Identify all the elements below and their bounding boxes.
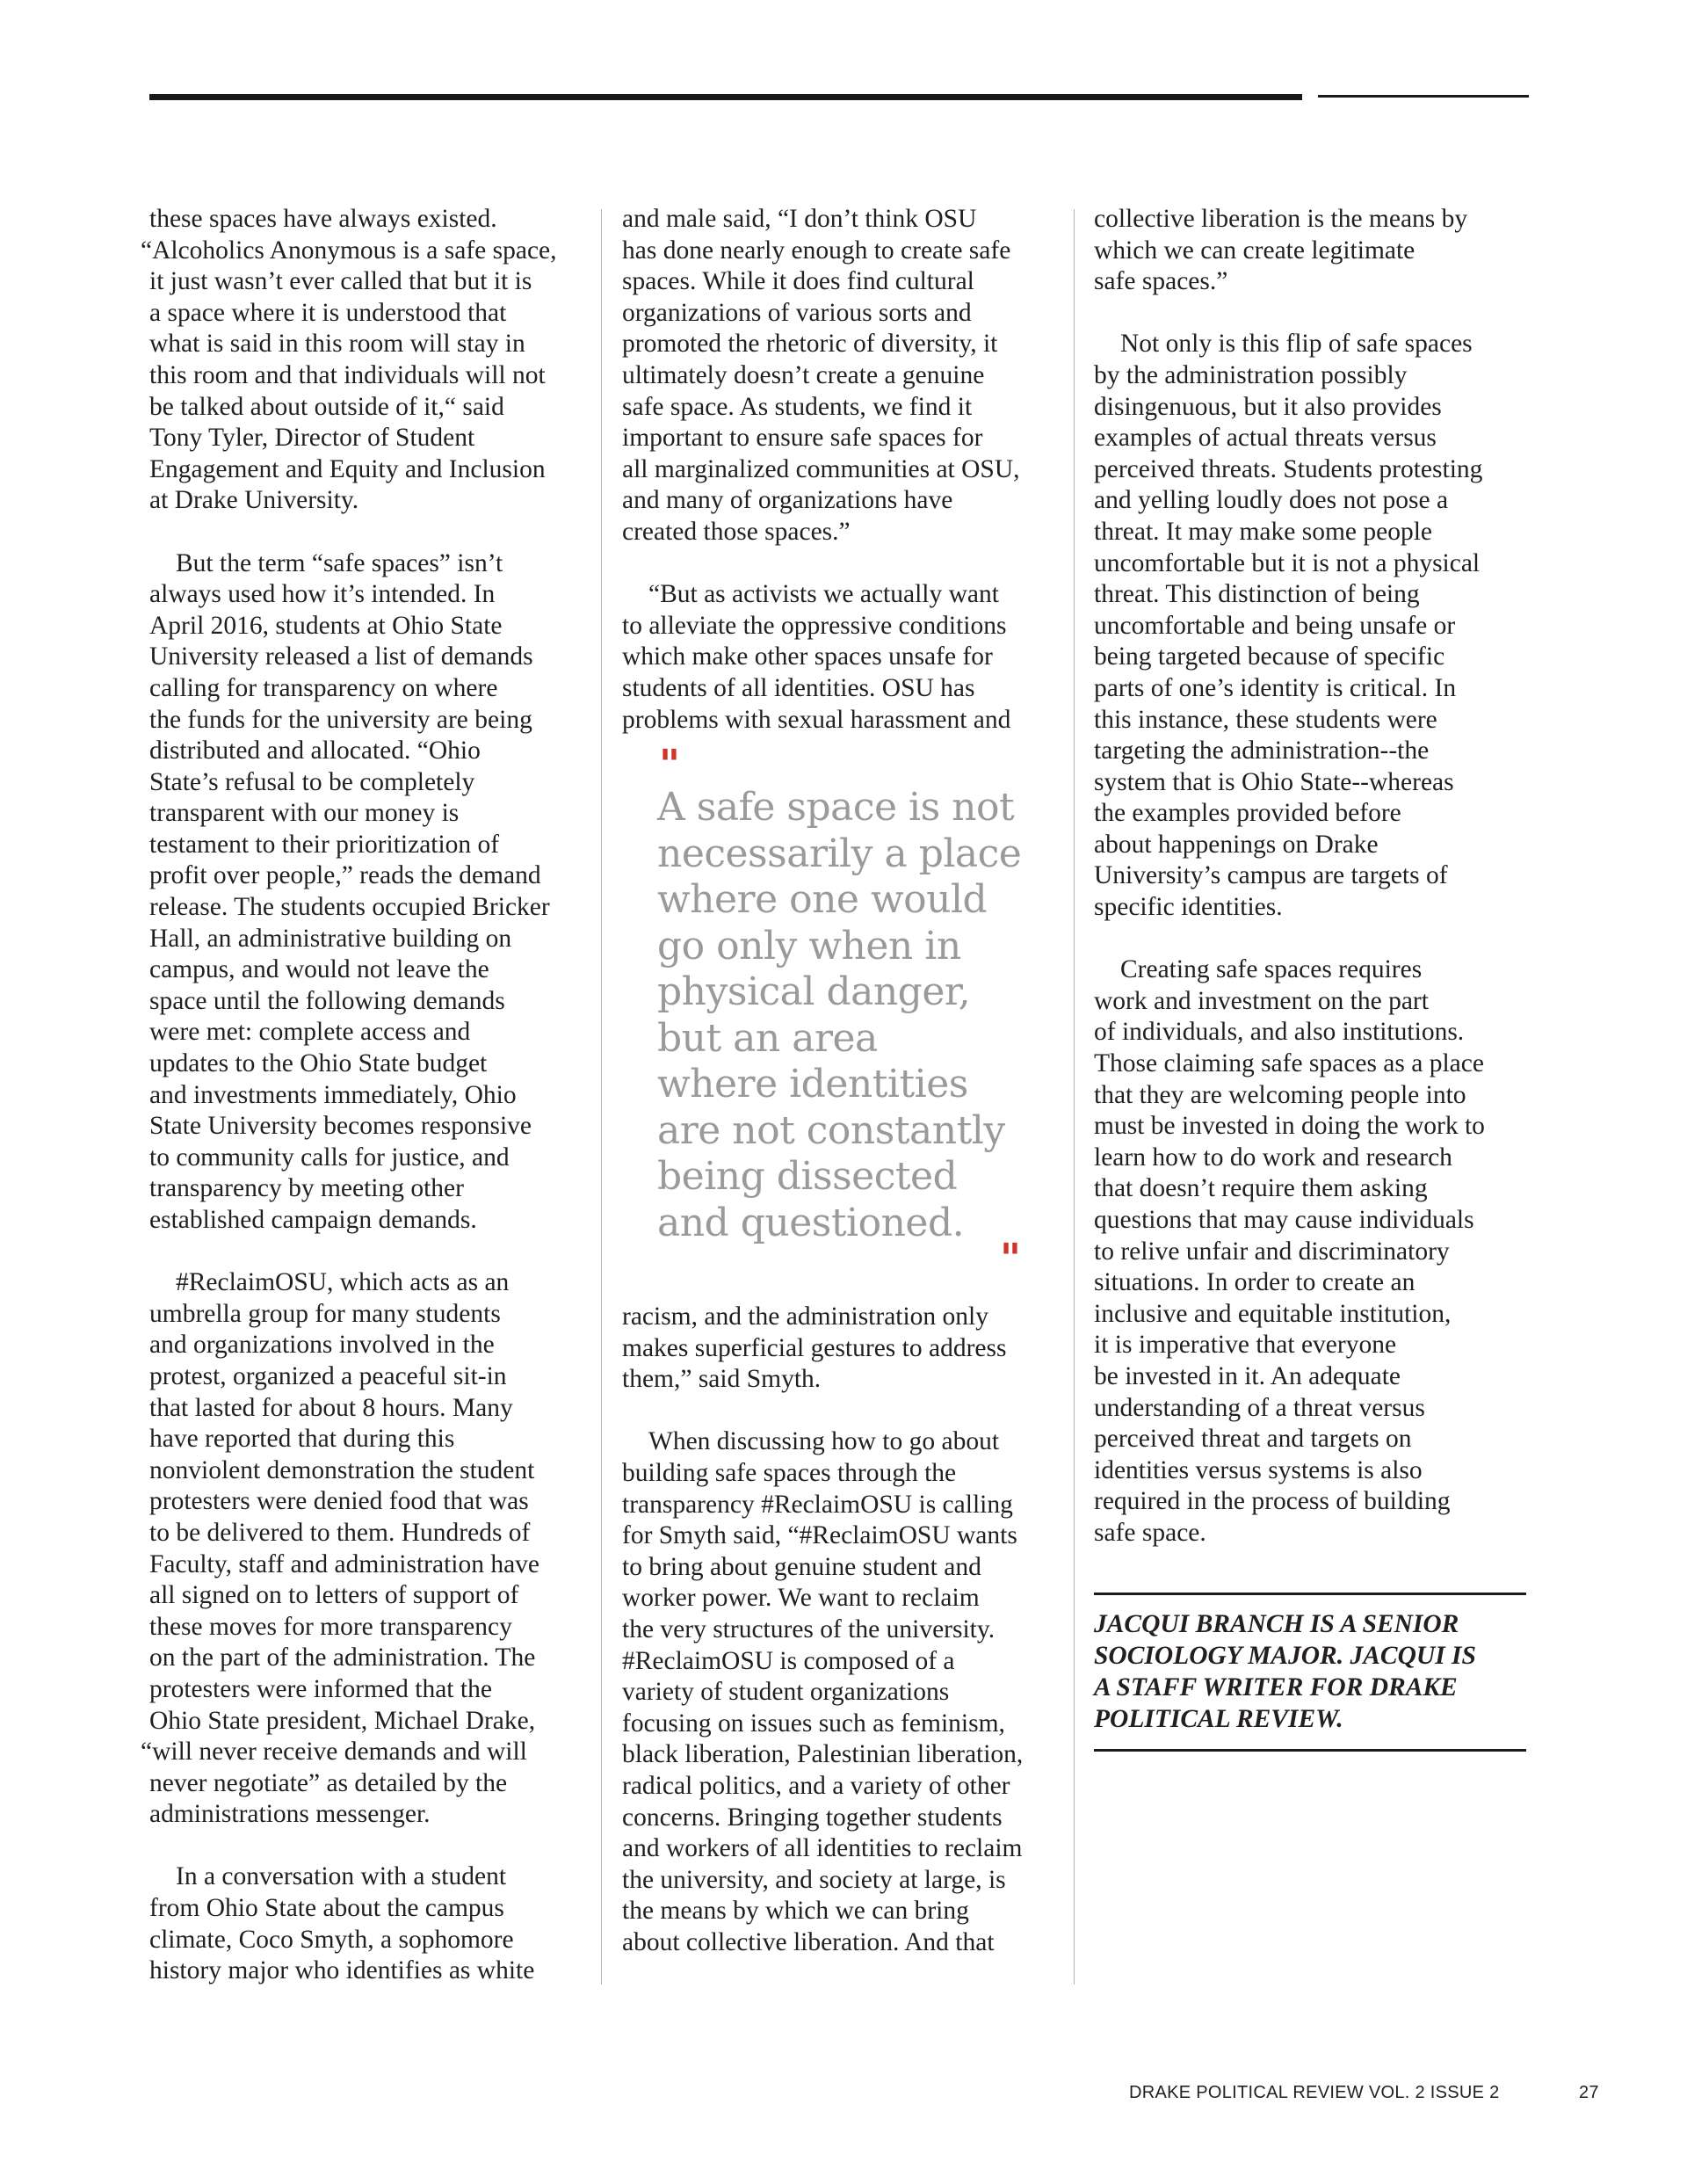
text-line: administrations messenger. bbox=[149, 1800, 431, 1829]
text-line: work and investment on the part bbox=[1094, 986, 1429, 1015]
text-line: to alleviate the oppressive conditions bbox=[622, 611, 1007, 640]
text-line: always used how it’s intended. In bbox=[149, 580, 496, 609]
paragraph bbox=[622, 1302, 1066, 1396]
text-line: and many of organizations have bbox=[622, 486, 953, 515]
column-divider bbox=[1074, 209, 1075, 1984]
text-line: and yelling loudly does not pose a bbox=[1094, 486, 1449, 515]
text-line: which make other spaces unsafe for bbox=[622, 642, 993, 671]
quote-open-mark: " bbox=[659, 741, 680, 789]
text-line: the funds for the university are being bbox=[149, 705, 532, 734]
text-line: “Alcoholics Anonymous is a safe space, bbox=[141, 236, 557, 265]
text-line: identities versus systems is also bbox=[1094, 1455, 1423, 1484]
text-line: a space where it is understood that bbox=[149, 298, 507, 327]
text-line: has done nearly enough to create safe bbox=[622, 236, 1011, 265]
text-line: radical politics, and a variety of other bbox=[622, 1772, 1010, 1800]
text-line: be invested in it. An adequate bbox=[1094, 1361, 1401, 1390]
text-line: targeting the administration--the bbox=[1094, 736, 1430, 765]
text-line: about collective liberation. And that bbox=[622, 1927, 995, 1956]
text-line: University’s campus are targets of bbox=[1094, 861, 1448, 890]
text-line: climate, Coco Smyth, a sophomore bbox=[149, 1925, 514, 1954]
text-line: questions that may cause individuals bbox=[1094, 1206, 1474, 1234]
pull-quote-line: A safe space is not bbox=[657, 785, 1015, 831]
text-line: parts of one’s identity is critical. In bbox=[1094, 673, 1457, 702]
text-line: organizations of various sorts and bbox=[622, 298, 972, 327]
bio-line: A STAFF WRITER FOR DRAKE bbox=[1094, 1673, 1458, 1701]
text-line: ultimately doesn’t create a genuine bbox=[622, 360, 985, 389]
paragraph bbox=[622, 579, 1066, 736]
text-line: created those spaces.” bbox=[622, 517, 851, 546]
column-divider bbox=[601, 209, 602, 1984]
text-line: focusing on issues such as feminism, bbox=[622, 1709, 1005, 1738]
text-line: distributed and allocated. “Ohio bbox=[149, 736, 481, 765]
text-line: of individuals, and also institutions. bbox=[1094, 1018, 1465, 1047]
text-line: that lasted for about 8 hours. Many bbox=[149, 1393, 513, 1422]
header-rule-long bbox=[149, 94, 1302, 100]
text-line: established campaign demands. bbox=[149, 1206, 477, 1234]
text-line: protest, organized a peaceful sit-in bbox=[149, 1361, 507, 1390]
paragraph-gap bbox=[622, 548, 1066, 580]
paragraph-gap bbox=[149, 1831, 589, 1862]
text-line: and workers of all identities to reclaim bbox=[622, 1834, 1023, 1863]
text-line: threat. It may make some people bbox=[1094, 517, 1432, 546]
text-line: to bring about genuine student and bbox=[622, 1552, 981, 1581]
text-line: system that is Ohio State--whereas bbox=[1094, 767, 1454, 796]
text-line: When discussing how to go about bbox=[648, 1427, 1000, 1456]
text-line: must be invested in doing the work to bbox=[1094, 1112, 1485, 1141]
text-line: learn how to do work and research bbox=[1094, 1143, 1452, 1172]
text-line: space until the following demands bbox=[149, 986, 505, 1015]
text-line: profit over people,” reads the demand bbox=[149, 861, 541, 890]
text-line: #ReclaimOSU, which acts as an bbox=[176, 1268, 510, 1297]
text-line: collective liberation is the means by bbox=[1094, 205, 1468, 233]
column-2-text-after-quote bbox=[622, 1302, 1066, 1958]
article-column-1 bbox=[141, 204, 589, 1987]
bio-line: SOCIOLOGY MAJOR. JACQUI IS bbox=[1094, 1642, 1476, 1670]
text-line: calling for transparency on where bbox=[149, 673, 498, 702]
paragraph bbox=[141, 1267, 589, 1831]
header-rule-short bbox=[1318, 95, 1529, 98]
pull-quote-line: being dissected bbox=[657, 1154, 958, 1200]
footer-magazine-title: DRAKE POLITICAL REVIEW VOL. 2 ISSUE 2 bbox=[1129, 2083, 1500, 2102]
bio-line: JACQUI BRANCH IS A SENIOR bbox=[1094, 1610, 1459, 1638]
text-line: uncomfortable and being unsafe or bbox=[1094, 611, 1456, 640]
pull-quote-line: go only when in bbox=[657, 923, 961, 969]
text-line: black liberation, Palestinian liberation, bbox=[622, 1740, 1024, 1769]
text-line: and investments immediately, Ohio bbox=[149, 1080, 517, 1109]
text-line: all signed on to letters of support of bbox=[149, 1581, 519, 1610]
text-line: “But as activists we actually want bbox=[648, 580, 999, 609]
pull-quote-line: necessarily a place bbox=[657, 831, 1022, 876]
text-line: testament to their prioritization of bbox=[149, 830, 500, 859]
text-line: Faculty, staff and administration have bbox=[149, 1549, 540, 1578]
text-line: it is imperative that everyone bbox=[1094, 1331, 1397, 1360]
column-2-text-before-quote bbox=[622, 204, 1066, 736]
text-line: threat. This distinction of being bbox=[1094, 580, 1420, 609]
article-column-2 bbox=[622, 204, 1066, 1959]
pull-quote-line: are not constantly bbox=[657, 1107, 1005, 1153]
text-line: be talked about outside of it,“ said bbox=[149, 392, 504, 421]
text-line: that they are welcoming people into bbox=[1094, 1080, 1466, 1109]
text-line: Tony Tyler, Director of Student bbox=[149, 424, 475, 453]
text-line: transparent with our money is bbox=[149, 799, 460, 828]
text-line: safe space. bbox=[1094, 1518, 1206, 1547]
text-line: makes superficial gestures to address bbox=[622, 1333, 1007, 1362]
text-line: Creating safe spaces requires bbox=[1120, 955, 1423, 984]
text-line: required in the process of building bbox=[1094, 1487, 1451, 1516]
text-line: students of all identities. OSU has bbox=[622, 673, 975, 702]
text-line: that doesn’t require them asking bbox=[1094, 1174, 1428, 1203]
paragraph-gap bbox=[1094, 298, 1533, 330]
text-line: specific identities. bbox=[1094, 893, 1283, 922]
paragraph-gap bbox=[1094, 924, 1533, 955]
text-line: Hall, an administrative building on bbox=[149, 924, 512, 953]
author-bio bbox=[1094, 1608, 1526, 1735]
paragraph bbox=[1094, 204, 1533, 298]
text-line: what is said in this room will stay in bbox=[149, 330, 525, 359]
text-line: by the administration possibly bbox=[1094, 360, 1408, 389]
text-line: safe space. As students, we find it bbox=[622, 392, 973, 421]
text-line: it just wasn’t ever called that but it is bbox=[149, 267, 532, 296]
text-line: But the term “safe spaces” isn’t bbox=[176, 548, 503, 577]
text-line: the university, and society at large, is bbox=[622, 1865, 1006, 1894]
text-line: protesters were denied food that was bbox=[149, 1487, 529, 1516]
paragraph-gap bbox=[149, 1237, 589, 1268]
text-line: to community calls for justice, and bbox=[149, 1143, 510, 1172]
text-line: protesters were informed that the bbox=[149, 1674, 492, 1703]
text-line: all marginalized communities at OSU, bbox=[622, 454, 1020, 483]
text-line: transparency #ReclaimOSU is calling bbox=[622, 1490, 1013, 1519]
pull-quote-line: but an area bbox=[657, 1015, 878, 1061]
text-line: being targeted because of specific bbox=[1094, 642, 1445, 671]
text-line: situations. In order to create an bbox=[1094, 1268, 1415, 1297]
text-line: worker power. We want to reclaim bbox=[622, 1584, 980, 1613]
text-line: racism, and the administration only bbox=[622, 1302, 989, 1331]
text-line: transparency by meeting other bbox=[149, 1174, 464, 1203]
text-line: this instance, these students were bbox=[1094, 705, 1437, 734]
text-line: never negotiate” as detailed by the bbox=[149, 1768, 508, 1797]
text-line: about happenings on Drake bbox=[1094, 830, 1379, 859]
paragraph bbox=[141, 204, 589, 517]
text-line: which we can create legitimate bbox=[1094, 236, 1415, 265]
text-line: on the part of the administration. The bbox=[149, 1643, 536, 1672]
text-line: April 2016, students at Ohio State bbox=[149, 611, 503, 640]
text-line: campus, and would not leave the bbox=[149, 955, 489, 984]
pull-quote-line: and questioned. bbox=[657, 1200, 965, 1245]
text-line: Those claiming safe spaces as a place bbox=[1094, 1049, 1484, 1078]
text-line: for Smyth said, “#ReclaimOSU wants bbox=[622, 1521, 1017, 1550]
text-line: promoted the rhetoric of diversity, it bbox=[622, 330, 998, 359]
text-line: were met: complete access and bbox=[149, 1018, 471, 1047]
text-line: problems with sexual harassment and bbox=[622, 705, 1011, 734]
text-line: variety of student organizations bbox=[622, 1678, 950, 1707]
text-line: spaces. While it does find cultural bbox=[622, 267, 974, 296]
text-line: #ReclaimOSU is composed of a bbox=[622, 1646, 955, 1675]
text-line: history major who identifies as white bbox=[149, 1956, 535, 1985]
text-line: from Ohio State about the campus bbox=[149, 1894, 504, 1923]
text-line: perceived threat and targets on bbox=[1094, 1425, 1412, 1454]
text-line: Not only is this flip of safe spaces bbox=[1120, 330, 1473, 359]
text-line: release. The students occupied Bricker bbox=[149, 893, 550, 922]
text-line: perceived threats. Students protesting bbox=[1094, 454, 1483, 483]
paragraph bbox=[149, 1861, 589, 1986]
text-line: important to ensure safe spaces for bbox=[622, 424, 983, 453]
paragraph-gap bbox=[622, 1396, 1066, 1427]
text-line: updates to the Ohio State budget bbox=[149, 1049, 488, 1078]
text-line: Engagement and Equity and Inclusion bbox=[149, 454, 546, 483]
bio-rule-bottom bbox=[1094, 1749, 1526, 1752]
text-line: In a conversation with a student bbox=[176, 1862, 507, 1891]
text-line: disingenuous, but it also provides bbox=[1094, 392, 1442, 421]
text-line: these moves for more transparency bbox=[149, 1612, 512, 1641]
text-line: Ohio State president, Michael Drake, bbox=[149, 1706, 536, 1735]
text-line: and male said, “I don’t think OSU bbox=[622, 205, 977, 233]
text-line: have reported that during this bbox=[149, 1425, 455, 1454]
quote-close-mark: " bbox=[1000, 1235, 1021, 1283]
paragraph bbox=[1094, 329, 1533, 923]
text-line: “will never receive demands and will bbox=[141, 1738, 527, 1767]
pull-quote-line: where one would bbox=[657, 877, 988, 923]
text-line: nonviolent demonstration the student bbox=[149, 1455, 535, 1484]
text-line: building safe spaces through the bbox=[622, 1459, 957, 1488]
text-line: these spaces have always existed. bbox=[149, 205, 497, 233]
text-line: understanding of a threat versus bbox=[1094, 1393, 1425, 1422]
text-line: this room and that individuals will not bbox=[149, 360, 546, 389]
text-line: them,” said Smyth. bbox=[622, 1365, 822, 1394]
text-line: State’s refusal to be completely bbox=[149, 767, 475, 796]
pull-quote-text bbox=[657, 785, 1070, 1246]
paragraph bbox=[622, 204, 1066, 548]
text-line: safe spaces.” bbox=[1094, 267, 1228, 296]
text-line: the examples provided before bbox=[1094, 799, 1401, 828]
text-line: at Drake University. bbox=[149, 486, 359, 515]
text-line: University released a list of demands bbox=[149, 642, 533, 671]
paragraph bbox=[622, 1426, 1066, 1958]
bio-line: POLITICAL REVIEW. bbox=[1094, 1705, 1343, 1733]
article-column-3 bbox=[1094, 204, 1533, 1549]
text-line: and organizations involved in the bbox=[149, 1331, 495, 1360]
paragraph bbox=[1094, 954, 1533, 1549]
page-number: 27 bbox=[1579, 2083, 1599, 2102]
text-line: the means by which we can bring bbox=[622, 1897, 969, 1926]
text-line: State University becomes responsive bbox=[149, 1112, 532, 1141]
text-line: to relive unfair and discriminatory bbox=[1094, 1237, 1450, 1266]
text-line: examples of actual threats versus bbox=[1094, 424, 1437, 453]
pull-quote-line: where identities bbox=[657, 1062, 968, 1107]
pull-quote bbox=[622, 741, 1066, 1283]
text-line: inclusive and equitable institution, bbox=[1094, 1299, 1452, 1328]
text-line: concerns. Bringing together students bbox=[622, 1803, 1003, 1832]
text-line: the very structures of the university. bbox=[622, 1615, 996, 1644]
text-line: uncomfortable but it is not a physical bbox=[1094, 548, 1481, 577]
text-line: to be delivered to them. Hundreds of bbox=[149, 1518, 531, 1547]
text-line: umbrella group for many students bbox=[149, 1299, 501, 1328]
paragraph bbox=[149, 548, 589, 1237]
bio-rule-top bbox=[1094, 1593, 1526, 1595]
pull-quote-line: physical danger, bbox=[657, 969, 971, 1015]
paragraph-gap bbox=[149, 517, 589, 548]
